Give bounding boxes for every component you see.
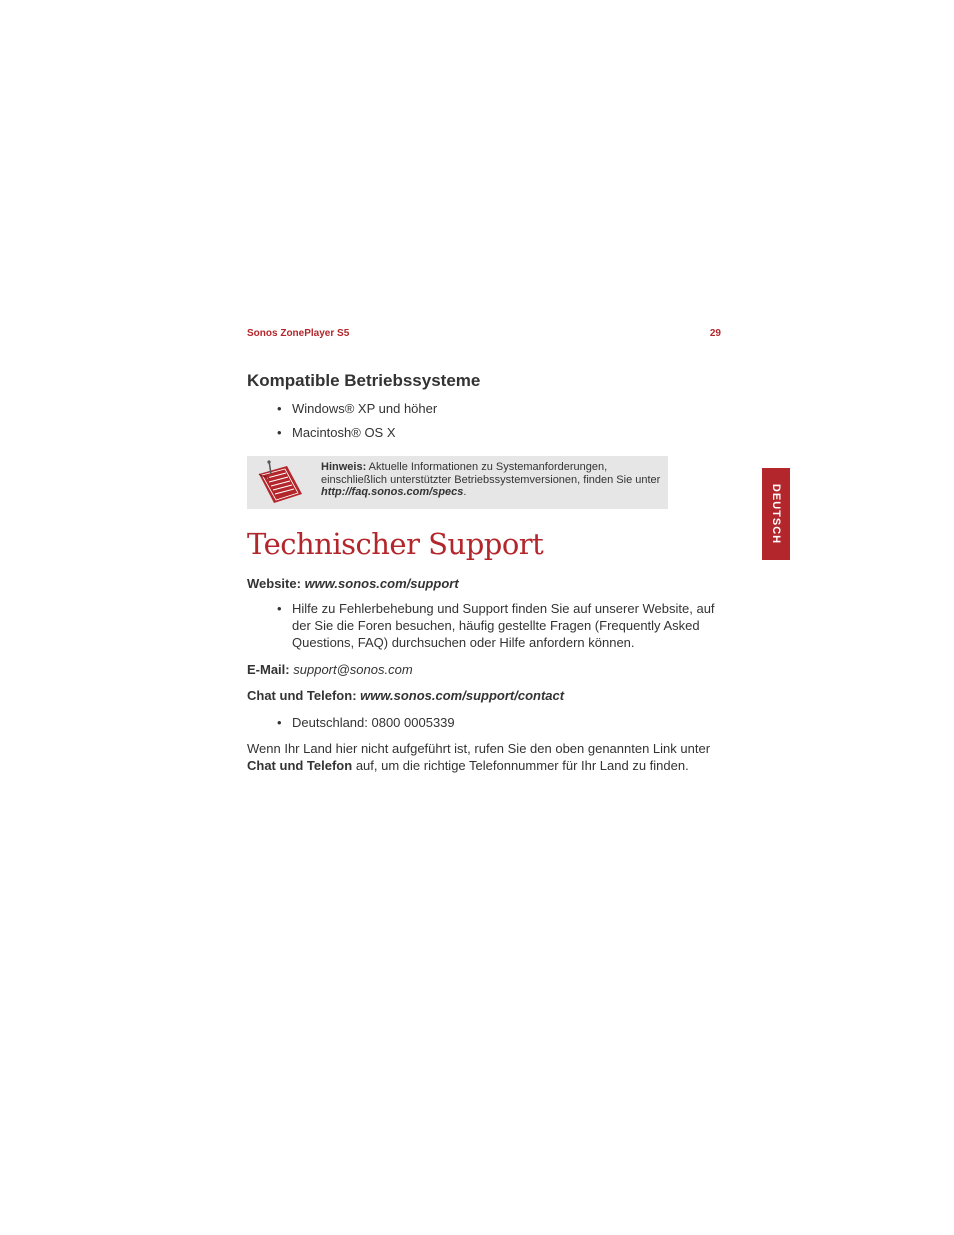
specs-link[interactable]: http://faq.sonos.com/specs [321, 486, 464, 498]
contact-link[interactable]: www.sonos.com/support/contact [360, 688, 565, 703]
language-tab-label: DEUTSCH [770, 483, 782, 545]
email-line [247, 661, 722, 678]
page-title: Technischer Support [247, 527, 544, 561]
closing-paragraph: Wenn Ihr Land hier nicht aufgeführt ist, rufen Sie den oben genannten Link unter Chat und Telefon auf, um die richtige Telefonnummer für Ihr Land zu finden. [247, 741, 711, 773]
list-item: • Macintosh® OS X [277, 425, 396, 440]
page-number: 29 [709, 328, 721, 339]
note-label: Hinweis: [321, 461, 367, 473]
chat-line [247, 687, 722, 704]
website-link[interactable]: www.sonos.com/support [304, 576, 459, 591]
chat-label: Chat und Telefon: [247, 688, 357, 703]
bullet-icon: • [277, 601, 282, 616]
email-label: E-Mail: [247, 662, 290, 677]
note-document-icon [255, 460, 305, 511]
email-link[interactable]: support@sonos.com [293, 662, 413, 677]
website-line [247, 575, 722, 592]
list-item: • Windows® XP und höher [277, 401, 438, 416]
bullet-icon: • [277, 715, 282, 730]
bullet-icon: • [277, 401, 282, 416]
list-item: • Hilfe zu Fehlerbehebung und Support finden Sie auf unserer Website, auf der Sie die Foren besuchen, häufig gestellte Fragen (Frequently Asked Questions, FAQ) durchsuchen oder Hilfe anfordern können. [277, 601, 715, 650]
bullet-icon: • [277, 425, 282, 440]
language-tab[interactable] [762, 468, 790, 560]
running-header-product: Sonos ZonePlayer S5 [247, 328, 350, 339]
section-heading-os: Kompatible Betriebssysteme [247, 371, 481, 390]
note-box [247, 456, 668, 509]
list-item: • Deutschland: 0800 0005339 [277, 715, 455, 730]
website-label: Website: [247, 576, 301, 591]
note-text: Hinweis: Aktuelle Informationen zu Systemanforderungen, einschließlich unterstützter Betriebssystemversionen, finden Sie unter http://faq.sonos.com/specs. [321, 461, 661, 498]
